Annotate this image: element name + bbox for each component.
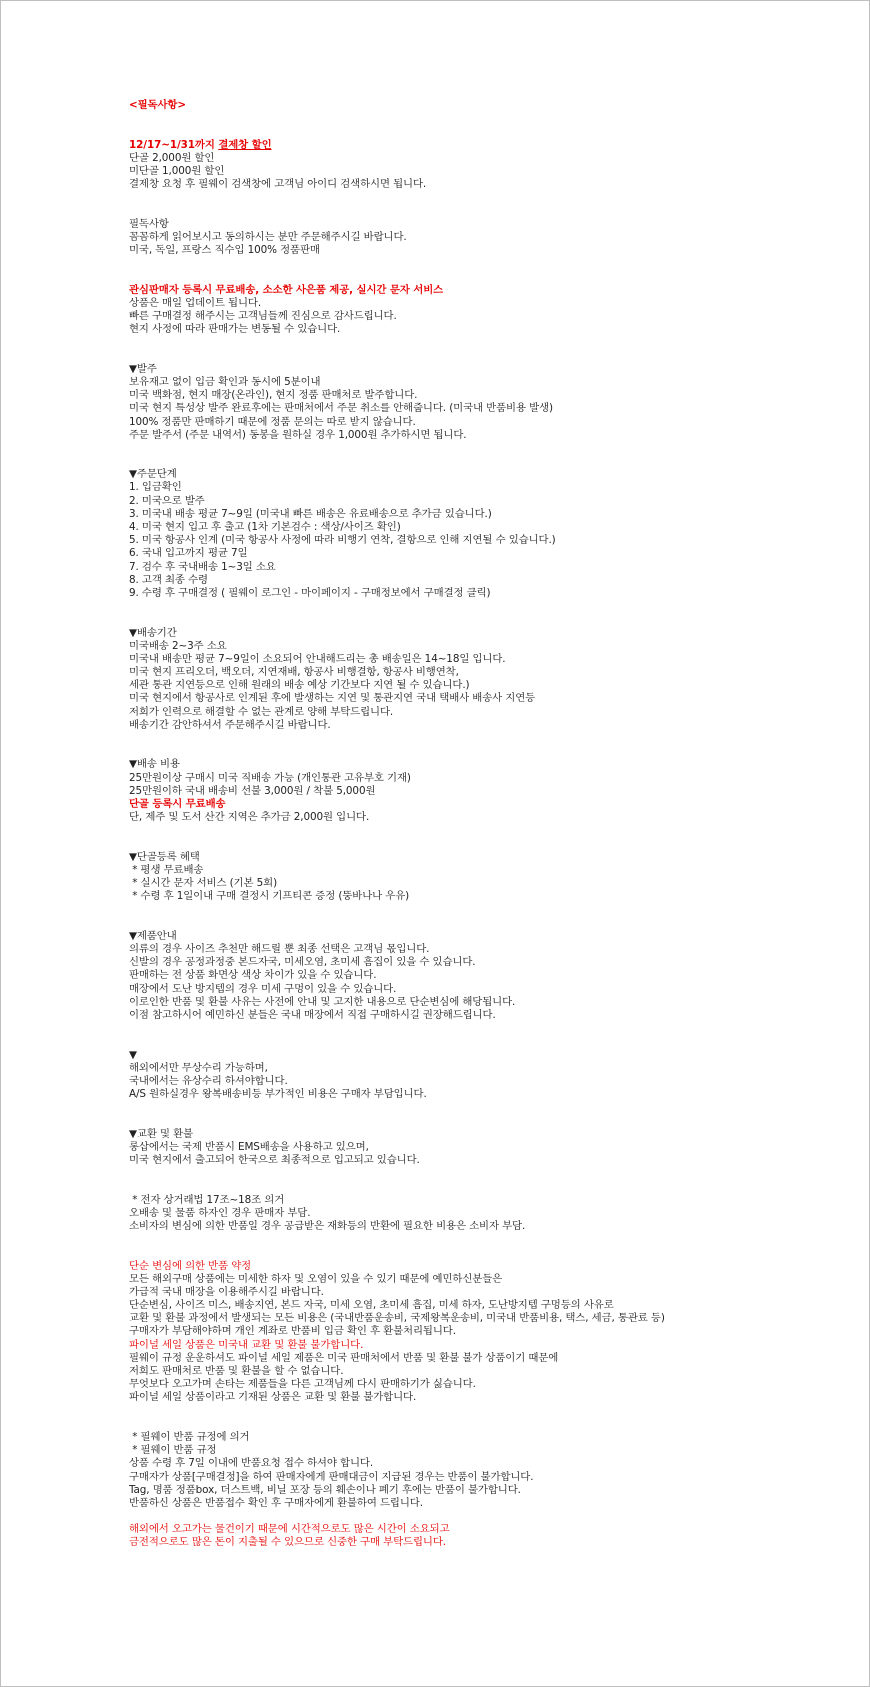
- spacer: [129, 125, 849, 138]
- text-line: 관심판매자 등록시 무료배송, 소소한 사은품 제공, 실시간 문자 서비스: [129, 283, 444, 296]
- text-line: 단순 변심에 의한 반품 약정: [129, 1259, 252, 1272]
- text-line: 단골 2,000원 할인: [129, 151, 215, 164]
- text-line: * 필웨이 반품 규정에 의거: [129, 1430, 250, 1443]
- text-line: 의류의 경우 사이즈 추천만 해드릴 뿐 최종 선택은 고객님 몫입니다.: [129, 943, 430, 955]
- spacer: [129, 1022, 849, 1035]
- text-line: 파이널 세일 상품이라고 기재된 상품은 교환 및 환불 불가합니다.: [129, 1391, 417, 1404]
- spacer: [129, 112, 849, 125]
- notice-section: [129, 1194, 849, 1234]
- spacer: [129, 442, 849, 455]
- text-line: 해외에서 오고가는 물건이기 때문에 시간적으로도 많은 시간이 소요되고: [129, 1523, 450, 1536]
- text-line: * 필웨이 반품 규정: [129, 1444, 217, 1457]
- text-line: 4. 미국 현지 입고 후 출고 (1차 기본검수 : 색상/사이즈 확인): [129, 521, 401, 533]
- text-line: 미국 현지 프리오더, 백오더, 지연재배, 항공사 비행결항, 항공사 비행연착,: [129, 666, 459, 679]
- text-line: 보유재고 없이 입금 확인과 동시에 5분이내: [129, 375, 321, 388]
- text-line: 단, 제주 및 도서 산간 지역은 추가금 2,000원 입니다.: [129, 811, 370, 824]
- spacer: [129, 613, 849, 626]
- notice-section: [129, 1049, 849, 1102]
- text-line: 파이널 세일 상품은 미국내 교환 및 환불 불가합니다.: [129, 1338, 364, 1351]
- notice-section: [129, 1128, 849, 1168]
- text-line: 미국내 배송만 평균 7~9일이 소요되어 안내해드리는 총 배송일은 14~18일 입니다.: [129, 652, 506, 665]
- notice-section: [129, 1523, 849, 1549]
- notice-section: [129, 99, 849, 112]
- notice-section: [129, 284, 849, 337]
- text-line: 7. 검수 후 국내배송 1~3일 소요: [129, 560, 276, 573]
- spacer: [129, 745, 849, 758]
- text-line: 롱삽에서는 국제 반품시 EMS배송을 사용하고 있으며,: [129, 1140, 369, 1153]
- text-line: 이점 참고하시어 예민하신 분들은 국내 매장에서 직접 구매하시길 권장해드립니다.: [129, 1008, 496, 1021]
- text-line: 무엇보다 오고가며 손타는 제품들을 다른 고객님께 다시 판매하기가 싫습니다.: [129, 1378, 476, 1391]
- text-line: * 전자 상거래법 17조~18조 의거: [129, 1193, 285, 1206]
- text-line: 저희도 판매처로 반품 및 환불을 할 수 없습니다.: [129, 1365, 344, 1377]
- text-line: 미국 현지에서 항공사로 인계된 후에 발생하는 지연 및 통관지연 국내 택배사 배송사 지연등: [129, 692, 536, 705]
- text-span: 결제창 할인: [218, 138, 272, 151]
- text-line: 1. 입금확인: [129, 481, 182, 494]
- notice-section: [129, 218, 849, 258]
- text-line: [129, 139, 849, 152]
- text-line: 교환 및 환불 과정에서 발생되는 모든 비용은 (국내반품운송비, 국제왕복운송비, 미국내 반품비용, 택스, 세금, 통관료 등): [129, 1312, 665, 1325]
- text-line: 상품 수령 후 7일 이내에 반품요청 접수 하셔야 합니다.: [129, 1457, 374, 1470]
- text-line: 미국 현지에서 출고되어 한국으로 최종적으로 입고되고 있습니다.: [129, 1154, 420, 1166]
- notice-section: [129, 468, 849, 600]
- spacer: [129, 1233, 849, 1246]
- text-line: 소비자의 변심에 의한 반품일 경우 공급받은 재화등의 반환에 필요한 비용은 소비자 부담.: [129, 1219, 526, 1232]
- text-line: 금전적으로도 많은 돈이 지출될 수 있으므로 신중한 구매 부탁드립니다.: [129, 1536, 447, 1549]
- spacer: [129, 1405, 849, 1418]
- text-line: ▼주문단계: [129, 468, 177, 481]
- text-line: A/S 원하실경우 왕복배송비등 부가적인 비용은 구매자 부담입니다.: [129, 1088, 427, 1101]
- text-line: 미단골 1,000원 할인: [129, 164, 225, 177]
- notice-section: [129, 1431, 849, 1510]
- text-line: 2. 미국으로 발주: [129, 494, 205, 507]
- text-line: 미국 백화점, 현지 매장(온라인), 현지 정품 판매처로 발주합니다.: [129, 389, 418, 402]
- spacer: [129, 1101, 849, 1114]
- text-line: 단골 등록시 무료배송: [129, 797, 226, 810]
- text-line: ▼: [129, 1048, 137, 1061]
- spacer: [129, 1114, 849, 1127]
- text-line: 신발의 경우 공정과정중 본드자국, 미세오염, 초미세 흠집이 있을 수 있습니다.: [129, 956, 476, 969]
- text-line: 미국, 독일, 프랑스 직수입 100% 정품판매: [129, 244, 320, 257]
- text-line: 단순변심, 사이즈 미스, 배송지연, 본드 자국, 미세 오염, 초미세 흠집, 미세 하자, 도난방지텝 구멍등의 사유로: [129, 1299, 614, 1312]
- text-line: 해외에서만 무상수리 가능하며,: [129, 1061, 268, 1074]
- text-line: 반품하신 상품은 반품접수 확인 후 구매자에게 환불하여 드립니다.: [129, 1496, 423, 1509]
- spacer: [129, 1180, 849, 1193]
- text-line: 오배송 및 물품 하자인 경우 판매자 부담.: [129, 1206, 311, 1219]
- notice-section: [129, 1260, 849, 1405]
- text-line: ▼교환 및 환불: [129, 1127, 193, 1140]
- text-line: ▼발주: [129, 362, 157, 375]
- text-line: 25만원이상 구매시 미국 직배송 가능 (개인통관 고유부호 기재): [129, 771, 411, 784]
- text-line: 판매하는 전 상품 화면상 색상 차이가 있을 수 있습니다.: [129, 969, 377, 982]
- spacer: [129, 732, 849, 745]
- text-line: ▼배송기간: [129, 626, 177, 639]
- text-line: 필웨이 규정 운운하셔도 파이널 세일 제품은 미국 판매처에서 반품 및 환불 불가 상품이기 때문에: [129, 1351, 559, 1364]
- spacer: [129, 270, 849, 283]
- text-line: 미국배송 2~3주 소요: [129, 639, 227, 652]
- text-line: 6. 국내 입고까지 평균 7일: [129, 547, 248, 560]
- text-line: ▼단골등록 혜택: [129, 850, 200, 863]
- spacer: [129, 336, 849, 349]
- spacer: [129, 824, 849, 837]
- spacer: [129, 917, 849, 930]
- spacer: [129, 600, 849, 613]
- text-line: 3. 미국내 배송 평균 7~9일 (미국내 빠른 배송은 유료배송으로 추가금 있습니다.): [129, 507, 492, 520]
- notice-section: [129, 139, 849, 192]
- text-line: 국내에서는 유상수리 하셔야합니다.: [129, 1074, 288, 1087]
- spacer: [129, 903, 849, 916]
- text-line: 매장에서 도난 방지텝의 경우 미세 구멍이 있을 수 있습니다.: [129, 982, 397, 995]
- text-line: 모든 해외구매 상품에는 미세한 하자 및 오염이 있을 수 있기 때문에 예민하신분들은: [129, 1272, 503, 1285]
- spacer: [129, 1510, 849, 1523]
- spacer: [129, 455, 849, 468]
- text-line: Tag, 명품 정품box, 더스트백, 비닐 포장 등의 훼손이나 폐기 후에는 반품이 불가합니다.: [129, 1483, 521, 1496]
- text-line: 세관 통관 지연등으로 인해 원래의 배송 예상 기간보다 지연 될 수 있습니다.): [129, 679, 470, 692]
- notice-content: [129, 99, 849, 1550]
- text-line: 구매자가 부담해야하며 개인 계좌로 반품비 입금 확인 후 환불처리됩니다.: [129, 1325, 456, 1338]
- text-span: 12/17~1/31까지: [129, 138, 219, 151]
- spacer: [129, 205, 849, 218]
- notice-section: [129, 627, 849, 733]
- spacer: [129, 1035, 849, 1048]
- text-line: * 실시간 문자 서비스 (기본 5회): [129, 877, 278, 890]
- text-line: 저희가 인력으로 해결할 수 없는 관계로 양해 부탁드립니다.: [129, 705, 394, 718]
- text-line: 25만원이하 국내 배송비 선불 3,000원 / 착불 5,000원: [129, 784, 376, 797]
- text-line: * 평생 무료배송: [129, 863, 204, 876]
- text-line: 5. 미국 항공사 인계 (미국 항공사 사정에 따라 비행기 연착, 결항으로 인해 지연될 수 있습니다.): [129, 534, 556, 547]
- text-line: 빠른 구매결정 해주시는 고객님들께 진심으로 감사드립니다.: [129, 310, 397, 322]
- notice-section: [129, 930, 849, 1022]
- text-line: 9. 수령 후 구매결정 ( 필웨이 로그인 - 마이페이지 - 구매정보에서 구매결정 클릭): [129, 586, 491, 599]
- text-line: ▼배송 비용: [129, 758, 180, 771]
- text-line: 8. 고객 최종 수령: [129, 573, 208, 586]
- text-line: 주문 발주서 (주문 내역서) 동봉을 원하실 경우 1,000원 추가하시면 됩니다.: [129, 428, 467, 441]
- notice-section: [129, 363, 849, 442]
- spacer: [129, 1167, 849, 1180]
- text-line: 가급적 국내 매장을 이용해주시길 바랍니다.: [129, 1285, 324, 1298]
- spacer: [129, 191, 849, 204]
- text-line: 필독사항: [129, 217, 169, 230]
- text-line: ▼제품안내: [129, 929, 177, 942]
- text-line: 상품은 매일 업데이트 됩니다.: [129, 296, 262, 309]
- text-line: * 수령 후 1일이내 구매 결정시 기프티콘 증정 (뚱바나나 우유): [129, 890, 410, 903]
- spacer: [129, 1246, 849, 1259]
- notice-section: [129, 851, 849, 904]
- text-line: 꼼꼼하게 읽어보시고 동의하시는 분만 주문해주시길 바랍니다.: [129, 230, 407, 243]
- spacer: [129, 1418, 849, 1431]
- text-line: <필독사항>: [129, 99, 186, 111]
- text-line: 결제창 요청 후 필웨이 검색창에 고객님 아이디 검색하시면 됩니다.: [129, 178, 427, 191]
- notice-section: [129, 758, 849, 824]
- text-line: 구매자가 상품[구매결정]을 하여 판매자에게 판매대금이 지급된 경우는 반품이 불가합니다.: [129, 1470, 534, 1483]
- text-line: 배송기간 감안하셔서 주문해주시길 바랍니다.: [129, 718, 331, 731]
- spacer: [129, 838, 849, 851]
- text-line: 이로인한 반품 및 환불 사유는 사전에 안내 및 고지한 내용으로 단순변심에 해당됩니다.: [129, 995, 516, 1008]
- text-line: 미국 현지 특성상 발주 완료후에는 판매처에서 주문 취소를 안해줍니다. (미국내 반품비용 발생): [129, 402, 553, 415]
- spacer: [129, 257, 849, 270]
- text-line: 100% 정품만 판매하기 때문에 정품 문의는 따로 받지 않습니다.: [129, 415, 416, 428]
- text-line: 현지 사정에 따라 판매가는 변동될 수 있습니다.: [129, 323, 341, 336]
- spacer: [129, 350, 849, 363]
